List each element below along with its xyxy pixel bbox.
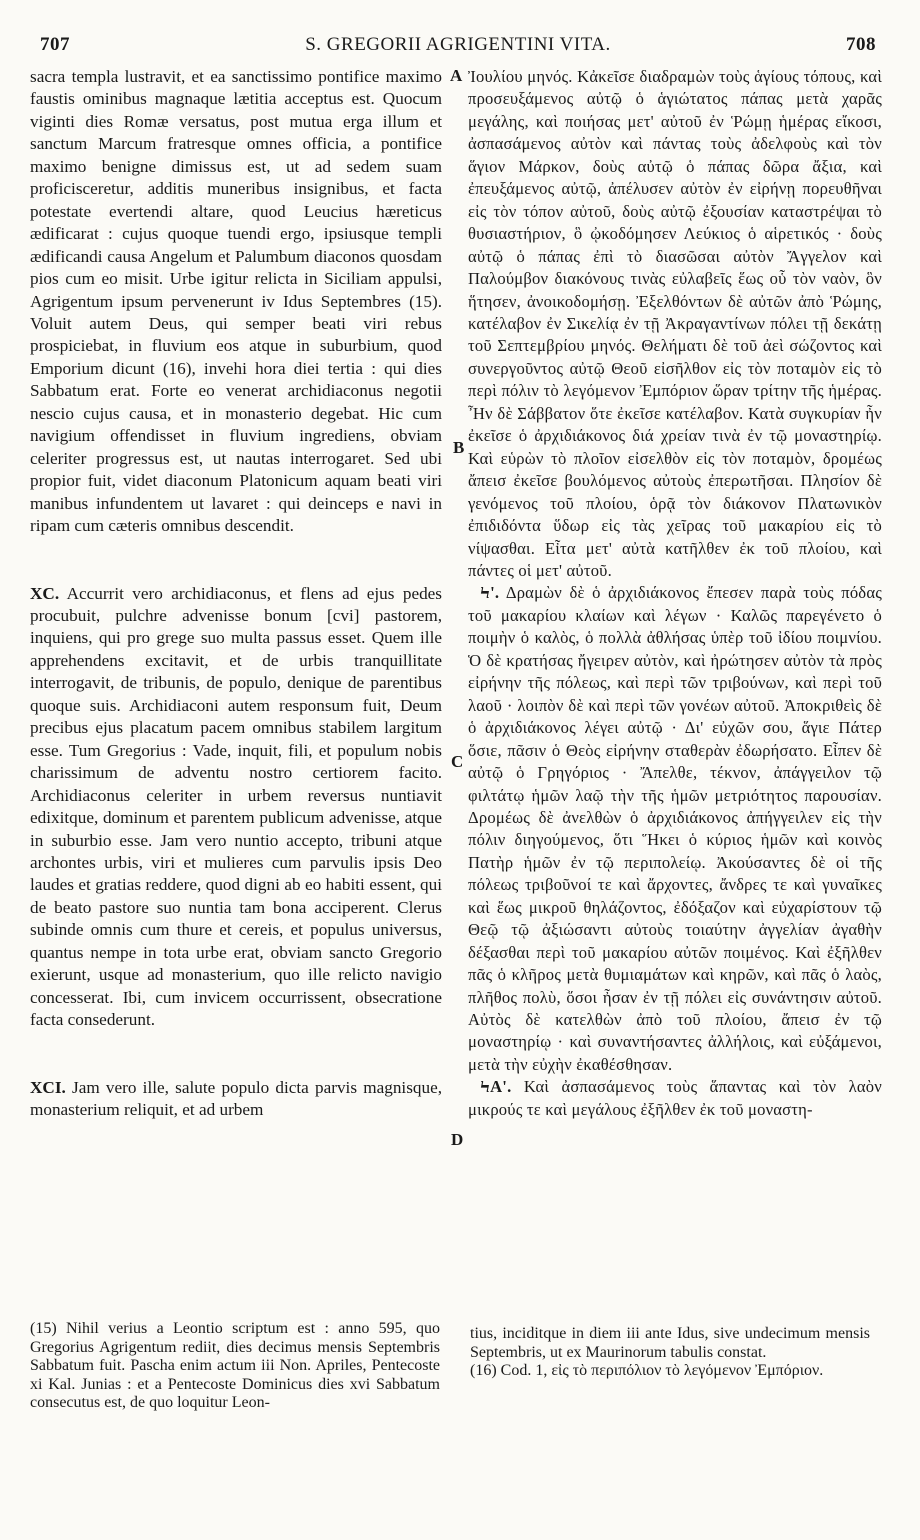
section-number: XCI. [30,1077,66,1097]
section-number: Ϟ'. [480,583,500,603]
margin-marker-b: B [453,438,465,457]
latin-column [30,66,442,1121]
greek-column [468,66,882,1121]
page-number-left: 707 [40,34,70,55]
greek-section-90 [468,582,882,1076]
latin-paragraph-1: sacra templa lustravit, et ea sanctissimo pontifice maximo faustis ominibus magnaque lætitia acceptus est. Quocum viginti dies Romæ versatus, post mutua erga illum et sanctum Marcum fratresque omnes officia, a pontifice maximo benigne dimissus est, ut ad sedem suam proficisceretur, additis muneribus insignibus, et facta potestate evertendi altare, quod Leucius hæreticus ædificarat : cujus quoque tuendi ergo, ipsiusque templi ædificandi causa Angelum et Palumbum diaconos quosdam pios cum eo misit. Urbe igitur relicta in Siciliam appulsi, Agrigentum ipsum pervenerunt iv Idus Septembres (15). Voluit autem Deus, qui semper beati viri rebus prospiciebat, in fluvium eos atque in suburbium, quod Emporium dicunt (16), invehi hora diei tertia : qui dies Sabbatum erat. Forte eo venerat archidiaconus negotii nescio cujus causa, et in monasterio degebat. Hic cum navigium offendisset in fluvium ingrediens, obviam celeriter progressus est, ut nautas interrogaret. Sed ubi propior fuit, videt diaconum Platonicum aquam beati viri manibus infundentem ut lavaret : qui deinceps e navi in ripam cum cæteris omnibus descendit. [30,67,442,536]
greek-paragraph-2: Δραμὼν δὲ ὁ ἀρχιδιάκονος ἔπεσεν παρὰ τοὺς πόδας τοῦ μακαρίου κλαίων καὶ λέγων · Καλῶς παρεγένετο ὁ ποιμὴν ὁ καλὸς, ὁ πολλὰ ἀθλήσας ὑπὲρ τοῦ ἰδίου ποιμνίου. Ὁ δὲ κρατήσας ἤγειρεν αὐτὸν, καὶ ἠρώτησεν αὐτὸν τὰ πρὸς εἰρήνην τῆς πόλεως, καὶ περὶ τῶν τριβούνων, καὶ περὶ τοῦ λαοῦ · λοιπὸν δὲ καὶ περὶ τῶν γονέων αὐτοῦ. Ἀποκριθεὶς δὲ ὁ ἀρχιδιάκονος λέγει αὐτῷ · Δι' εὐχῶν σου, ἅγιε Πάτερ ὅσιε, πᾶσιν ὁ Θεὸς εἰρήνην σταθερὰν ἐδωρήσατο. Εἶπεν δὲ αὐτῷ ὁ Γρηγόριος · Ἄπελθε, τέκνον, ἀπάγγειλον τῷ φιλτάτῳ ἡμῶν λαῷ τὴν τῆς ἡμῶν μετριότητος παρουσίαν. Δρομέως δὲ ἀνελθὼν ὁ ἀρχιδιάκονος ἀπήγγειλεν εἰς τὴν πόλιν διηγούμενος, ὅτι Ἥκει ὁ κύριος ἡμῶν καὶ κοινὸς Πατὴρ ἡμῶν ἐν τῷ περιπολείῳ. Ἀκούσαντες δὲ οἱ τῆς πόλεως τριβοῦνοί τε καὶ ἄρχοντες, ἄνδρες τε καὶ γυναῖκες καὶ ἕως μικροῦ θηλάζοντος, ἐδόξαζον καὶ εὐχαρίστουν τῷ Θεῷ τῷ ἀξιώσαντι αὐτοὺς τοιαύτην ἀγγελίαν ἀγαθὴν δέξασθαι περὶ τοῦ μακαρίου αὐτῶν ποιμένος. Καὶ ἐξῆλθεν πᾶς ὁ κλῆρος μετὰ θυμιαμάτων καὶ κηρῶν, καὶ πᾶς ὁ λαὸς, πλῆθος πολὺ, ὅσοι ἦσαν ἐν τῇ πόλει εἰς συνάντησιν αὐτοῦ. Αὐτὸς δὲ κατελθὼν ἀπὸ τοῦ πλοίου, ἄπεισ ἐν τῷ μοναστηρίῳ · καὶ συναντήσαντες ἀλλήλοις, καὶ εὐξάμενοι, μετὰ τὴν εὐχὴν ἐκαθέσθησαν. [468,583,882,1074]
margin-marker-c: C [451,752,464,771]
greek-paragraph-3: Καὶ ἀσπασάμενος τοὺς ἅπαντας καὶ τὸν λαὸν μικρούς τε καὶ μεγάλους ἐξῆλθεν ἐκ τοῦ μοναστη- [468,1077,882,1119]
margin-marker-d: D [451,1130,464,1149]
footnote-15-continued: tius, inciditque in diem iii ante Idus, sive undecimum mensis Septembris, ut ex Maurinorum tabulis constat. [470,1325,870,1361]
running-title: S. GREGORII AGRIGENTINI VITA. [305,34,611,55]
latin-paragraph-3: Jam vero ille, salute populo dicta parvis magnisque, monasterium reliquit, et ad urbem [30,1077,443,1120]
margin-marker-a: A [450,66,463,85]
latin-paragraph-2: Accurrit vero archidiaconus, et flens ad ejus pedes procubuit, pulchre advenisse bonum [cvi] pastorem, inquiens, qui pro grege suo multa passus esset. Quem ille apprehendens excitavit, et de urbis tranquillitate interrogavit, de tribunis, de populo, denique de parentibus quoque suis. Archidiaconi autem responsum fuit, Deum precibus ejus placatum pacem omnibus stabilem largitum esse. Tum Gregorius : Vade, inquit, fili, et populum nobis charissimum de adventu nostro certiorem facito. Archidiaconus celeriter in urbem reversus nuntiavit edixitque, dominum et parentem publicum advenisse, atque in suburbio esse. Jam vero nuntio accepto, tribuni atque archontes urbis, viri et mulieres cum parvulis ipsis Deo laudes et gratias reddere, quod digni ab eo habiti essent, qui de beato pastore suo nuntia tam bona acciperent. Clerus subinde omnis cum thure et cereis, et populus universus, quantus nempe in tota urbe erat, obviam sancto Gregorio exierunt, usque ad monasterium, quo ille relicto navigio concesserat. Ibi, cum invicem occurrissent, obsecratione facta consederunt. [30,583,442,1030]
footnotes-right [470,1325,870,1381]
footnote-15-text: (15) Nihil verius a Leontio scriptum est : anno 595, quo Gregorius Agrigentum rediit, dies decimus mensis Septembris Sabbatum fuit. Pascha enim actum iii Non. Apriles, Pentecoste xi Kal. Junias : et a Pentecoste Dominicus dies xvi Sabbatum consecutus est, de quo loquitur Leon- [30,1320,440,1412]
latin-section-xc [30,583,442,1032]
greek-paragraph-1: Ἰουλίου μηνός. Κἀκεῖσε διαδραμὼν τοὺς ἁγίους τόπους, καὶ προσευξάμενος αὐτῷ ὁ ἁγιώτατος πάπας μετὰ χαρᾶς μεγάλης, καὶ ποιήσας μετ' αὐτοῦ ἐν Ῥώμῃ ἡμέρας εἴκοσι, ἀσπασάμενος αὐτὸν καὶ πάντας τοὺς ἀδελφοὺς καὶ τὸν ἅγιον Μάρκον, δοὺς αὐτῷ ὁ πάπας δῶρα ἄξια, καὶ ἐπευξάμενος αὐτῷ, ἀπέλυσεν αὐτὸν ἐν εἰρήνῃ πορευθῆναι εἰς τὸν τόπον αὐτοῦ, δοὺς αὐτῷ ἐξουσίαν καταστρέψαι τὸ θυσιαστήριον, ὃ ᾠκοδόμησεν Λεύκιος ὁ αἱρετικός · δοὺς αὐτῷ ὁ πάπας ἐπὶ τὸ διασῶσαι αὐτὸν Ἄγγελον καὶ Παλούμβον διακόνους τινὰς εὐλαβεῖς ἕως οὗ τὸν ναὸν, ὃν ἥτησεν, ἀνοικοδομήσῃ. Ἐξελθόντων δὲ αὐτῶν ἀπὸ Ῥώμης, κατέλαβον ἐν Σικελίᾳ ἐν τῇ Ἀκραγαντίνων πόλει τῇ δεκάτῃ τοῦ Σεπτεμβρίου μηνός. Θελήματι δὲ τοῦ ἀεὶ σώζοντος καὶ συνεργοῦντος αὐτῷ Θεοῦ εἰσῆλθον εἰς τὸν ποταμὸν εἰς τὸ περὶ πόλιν τὸ λεγόμενον Ἐμπόριον ὥραν τρίτην τῆς ἡμέρας. Ἦν δὲ Σάββατον ὅτε ἐκεῖσε κατέλαβον. Κατὰ συγκυρίαν ἦν ἐκεῖσε ὁ ἀρχιδιάκονος διά χρείαν τινὰ ἐν τῷ μοναστηρίῳ. Καὶ εὑρὼν τὸ πλοῖον εἰσελθὸν εἰς τὸν ποταμὸν, δρομέως ἄπεισ ἐκεῖσε βουλόμενος αὐτοὺς ἐπερωτῆσαι. Πλησίον δὲ γενόμενος τοῦ πλοίου, ὁρᾷ τὸν διάκονον Πλατωνικὸν ἐπιδιδόντα ὕδωρ εἰς τὰς χεῖρας τοῦ μακαρίου εἰς τὸ νίψασθαι. Εἶτα μετ' αὐτὰ κατῆλθεν ἐκ τοῦ πλοίου, καὶ πάντες οἱ μετ' αὐτοῦ. [468,67,882,580]
page-number-right: 708 [846,34,876,55]
latin-section-xci [30,1077,442,1122]
section-number: XC. [30,583,60,603]
running-header [40,34,876,60]
greek-section-91 [468,1076,882,1121]
footnote-16: (16) Cod. 1, εἰς τὸ περιπόλιον τὸ λεγόμενον Ἐμπόριον. [470,1362,824,1380]
section-number: ϞΑ'. [480,1077,512,1097]
footnote-15 [30,1320,440,1413]
